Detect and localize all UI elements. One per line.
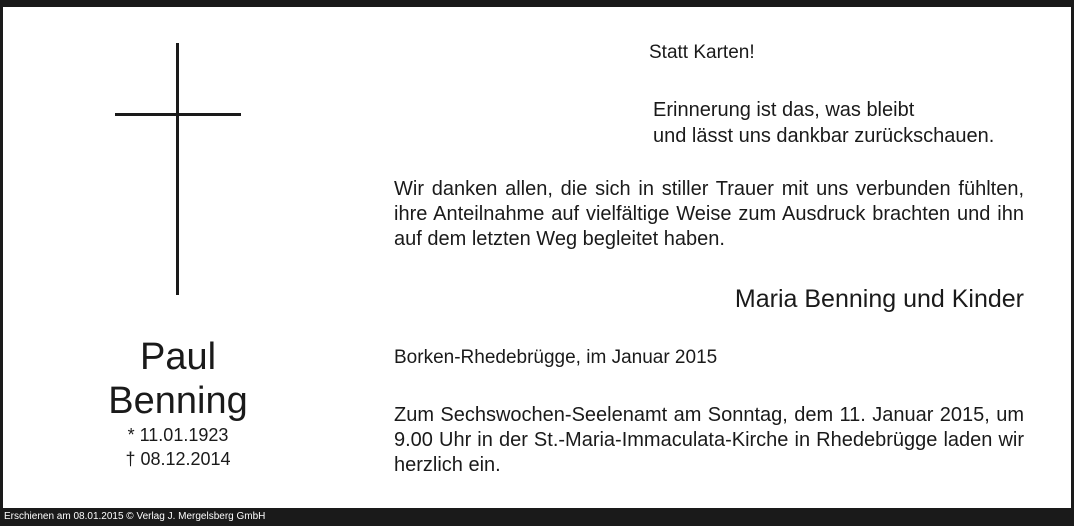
death-date: † 08.12.2014 bbox=[125, 449, 231, 469]
deceased-block bbox=[60, 335, 296, 471]
memorial-quote bbox=[653, 97, 994, 149]
birth-date: * 11.01.1923 bbox=[127, 425, 229, 445]
quote-line-2: und lässt uns dankbar zurückschauen. bbox=[653, 125, 995, 147]
top-border bbox=[0, 0, 1074, 7]
family-signature: Maria Benning und Kinder bbox=[734, 285, 1024, 313]
footer-publisher-note: Erschienen am 08.01.2015 © Verlag J. Mergelsberg GmbH bbox=[4, 511, 266, 522]
statt-karten-heading: Statt Karten! bbox=[649, 42, 755, 63]
deceased-last-name: Benning bbox=[108, 380, 248, 422]
cross-icon-horizontal bbox=[115, 113, 241, 116]
cross-icon-vertical bbox=[176, 43, 179, 295]
service-announcement: Zum Sechswochen-Seelenamt am Sonntag, dem 11. Januar 2015, um 9.00 Uhr in der St.-Maria-Immaculata-Kirche in Rhedebrügge laden wir herzlich ein. bbox=[394, 404, 1024, 476]
place-and-date: Borken-Rhedebrügge, im Januar 2015 bbox=[394, 347, 718, 368]
quote-line-1: Erinnerung ist das, was bleibt bbox=[653, 99, 915, 121]
deceased-first-name: Paul bbox=[139, 336, 217, 378]
thanks-paragraph: Wir danken allen, die sich in stiller Trauer mit uns verbunden fühlten, ihre Anteilnahme auf vielfältige Weise zum Ausdruck brachten und ihn auf dem letzten Weg begleitet haben. bbox=[394, 178, 1024, 250]
left-border bbox=[0, 0, 3, 510]
